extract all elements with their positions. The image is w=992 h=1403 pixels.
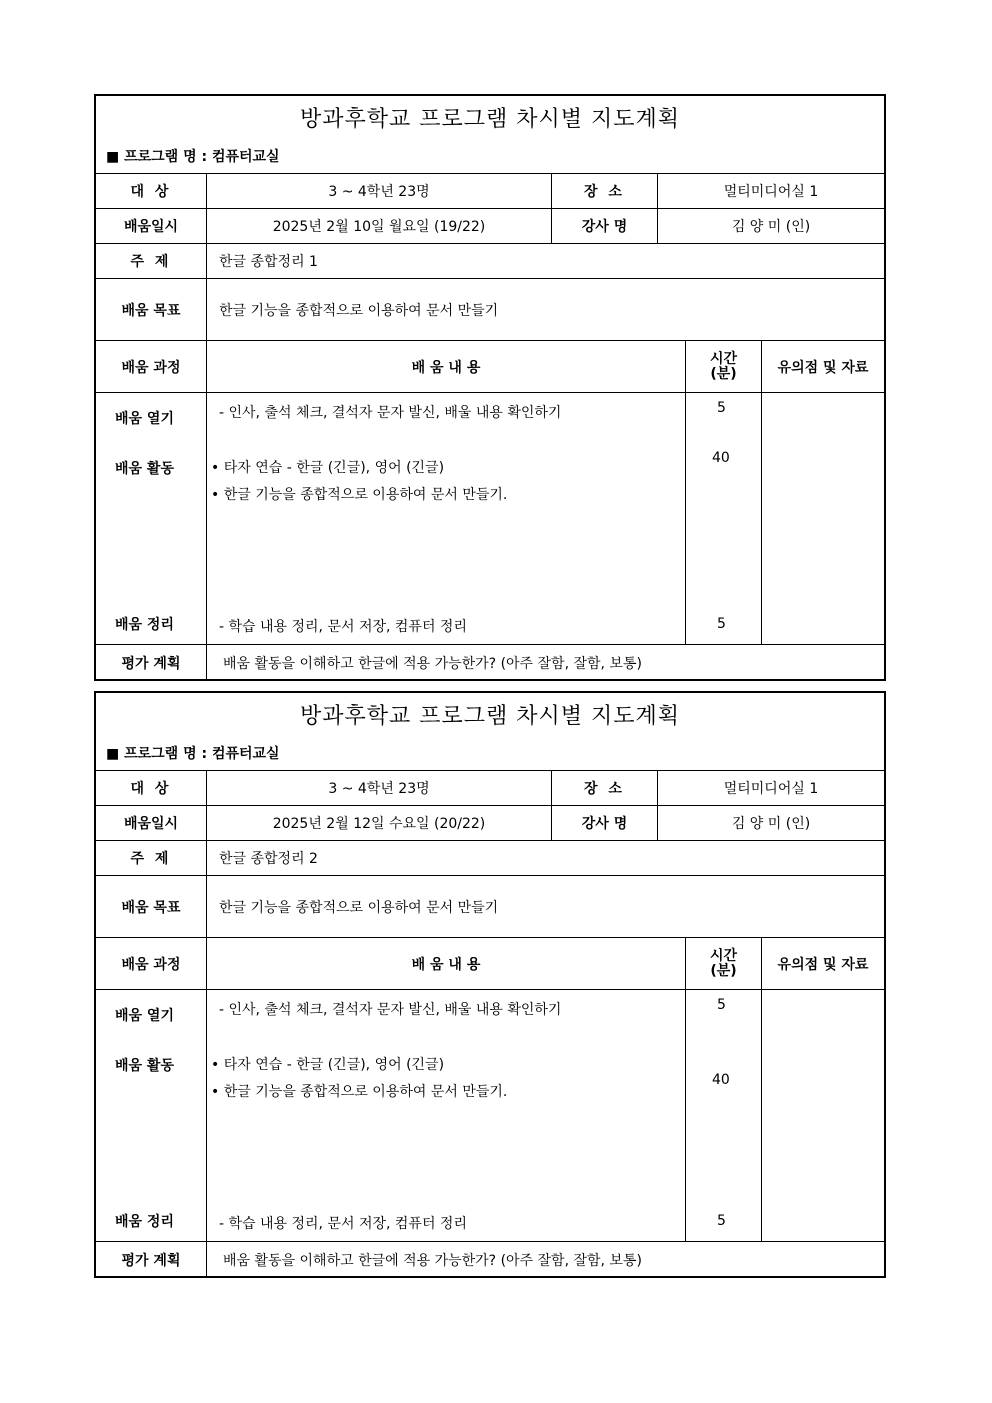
content-column — [207, 393, 686, 644]
time-activity: 40 — [712, 450, 730, 466]
time-label-line1: 시간 — [709, 350, 738, 367]
time-label — [686, 341, 762, 392]
notes-label: 유의점 및 자료 — [777, 956, 869, 973]
close-text: - 학습 내용 정리, 문서 저장, 컴퓨터 정리 — [219, 1216, 467, 1232]
notes-column — [762, 990, 884, 1241]
date-value: 2025년 2월 10일 월요일 (19/22) — [207, 209, 552, 243]
time-close: 5 — [717, 616, 726, 632]
lesson-plan-2 — [94, 691, 886, 1278]
date-label: 배움일시 — [96, 806, 207, 840]
topic-row — [96, 841, 884, 876]
place-value: 멀티미디어실 1 — [723, 781, 819, 797]
activity-item-1: • 타자 연습 - 한글 (긴글), 영어 (긴글) — [211, 1057, 445, 1073]
time-label-line1: 시간 — [709, 947, 738, 964]
teacher-value: 김 양 미 (인) — [731, 816, 811, 832]
time-open: 5 — [717, 400, 726, 416]
process-body-row — [96, 990, 884, 1242]
time-open: 5 — [717, 997, 726, 1013]
stage-column — [96, 990, 207, 1241]
stage-open: 배움 열기 — [115, 411, 174, 427]
notes-label: 유의점 및 자료 — [777, 359, 869, 376]
goal-row — [96, 876, 884, 938]
open-text: - 인사, 출석 체크, 결석자 문자 발신, 배울 내용 확인하기 — [219, 405, 562, 421]
eval-label: 평가 계획 — [96, 1242, 207, 1277]
teacher-value: 김 양 미 (인) — [731, 219, 811, 235]
eval-row — [96, 645, 884, 680]
eval-value: 배움 활동을 이해하고 한글에 적용 가능한가? (아주 잘함, 잘함, 보통) — [223, 655, 642, 672]
content-label: 배 움 내 용 — [207, 938, 686, 989]
goal-row — [96, 279, 884, 341]
activity-item-2: • 한글 기능을 종합적으로 이용하여 문서 만들기. — [211, 487, 508, 503]
stage-open: 배움 열기 — [115, 1008, 174, 1024]
process-header-row — [96, 341, 884, 393]
eval-label: 평가 계획 — [96, 645, 207, 680]
process-header-row — [96, 938, 884, 990]
date-row — [96, 806, 884, 841]
target-label: 대 상 — [96, 771, 207, 805]
teacher-label: 강사 명 — [552, 806, 658, 840]
target-row — [96, 174, 884, 209]
close-text: - 학습 내용 정리, 문서 저장, 컴퓨터 정리 — [219, 619, 467, 635]
activity-item-1: • 타자 연습 - 한글 (긴글), 영어 (긴글) — [211, 460, 445, 476]
date-row — [96, 209, 884, 244]
content-label: 배 움 내 용 — [207, 341, 686, 392]
stage-activity: 배움 활동 — [115, 1058, 174, 1074]
topic-value: 한글 종합정리 1 — [219, 254, 318, 270]
time-activity: 40 — [712, 1072, 730, 1088]
place-label: 장 소 — [552, 771, 658, 805]
place-label: 장 소 — [552, 174, 658, 208]
target-value: 3 ~ 4학년 23명 — [207, 771, 552, 805]
time-close: 5 — [717, 1213, 726, 1229]
time-label-line2: (분) — [710, 962, 737, 979]
stage-activity: 배움 활동 — [115, 461, 174, 477]
target-row — [96, 771, 884, 806]
content-column — [207, 990, 686, 1241]
time-column — [686, 393, 762, 644]
time-label — [686, 938, 762, 989]
stage-column — [96, 393, 207, 644]
place-value: 멀티미디어실 1 — [723, 184, 819, 200]
topic-label: 주 제 — [96, 841, 207, 875]
goal-label: 배움 목표 — [96, 876, 207, 937]
teacher-label: 강사 명 — [552, 209, 658, 243]
time-label-line2: (분) — [710, 365, 737, 382]
process-label: 배움 과정 — [96, 938, 207, 989]
process-label: 배움 과정 — [96, 341, 207, 392]
target-value: 3 ~ 4학년 23명 — [207, 174, 552, 208]
eval-row — [96, 1242, 884, 1277]
lesson-plan-1 — [94, 94, 886, 681]
topic-value: 한글 종합정리 2 — [219, 851, 318, 867]
target-label: 대 상 — [96, 174, 207, 208]
date-label: 배움일시 — [96, 209, 207, 243]
process-body-row — [96, 393, 884, 645]
date-value: 2025년 2월 12일 수요일 (20/22) — [207, 806, 552, 840]
goal-label: 배움 목표 — [96, 279, 207, 340]
eval-value: 배움 활동을 이해하고 한글에 적용 가능한가? (아주 잘함, 잘함, 보통) — [223, 1252, 642, 1269]
time-column — [686, 990, 762, 1241]
program-name: ■ 프로그램 명 : 컴퓨터교실 — [106, 149, 280, 165]
activity-item-2: • 한글 기능을 종합적으로 이용하여 문서 만들기. — [211, 1084, 508, 1100]
goal-value: 한글 기능을 종합적으로 이용하여 문서 만들기 — [219, 302, 499, 319]
notes-column — [762, 393, 884, 644]
title-block — [96, 96, 884, 174]
stage-close: 배움 정리 — [115, 1214, 174, 1230]
document-title: 방과후학교 프로그램 차시별 지도계획 — [299, 704, 680, 729]
topic-row — [96, 244, 884, 279]
document-title: 방과후학교 프로그램 차시별 지도계획 — [299, 107, 680, 132]
title-block — [96, 693, 884, 771]
program-name: ■ 프로그램 명 : 컴퓨터교실 — [106, 746, 280, 762]
topic-label: 주 제 — [96, 244, 207, 278]
stage-close: 배움 정리 — [115, 617, 174, 633]
goal-value: 한글 기능을 종합적으로 이용하여 문서 만들기 — [219, 899, 499, 916]
open-text: - 인사, 출석 체크, 결석자 문자 발신, 배울 내용 확인하기 — [219, 1002, 562, 1018]
